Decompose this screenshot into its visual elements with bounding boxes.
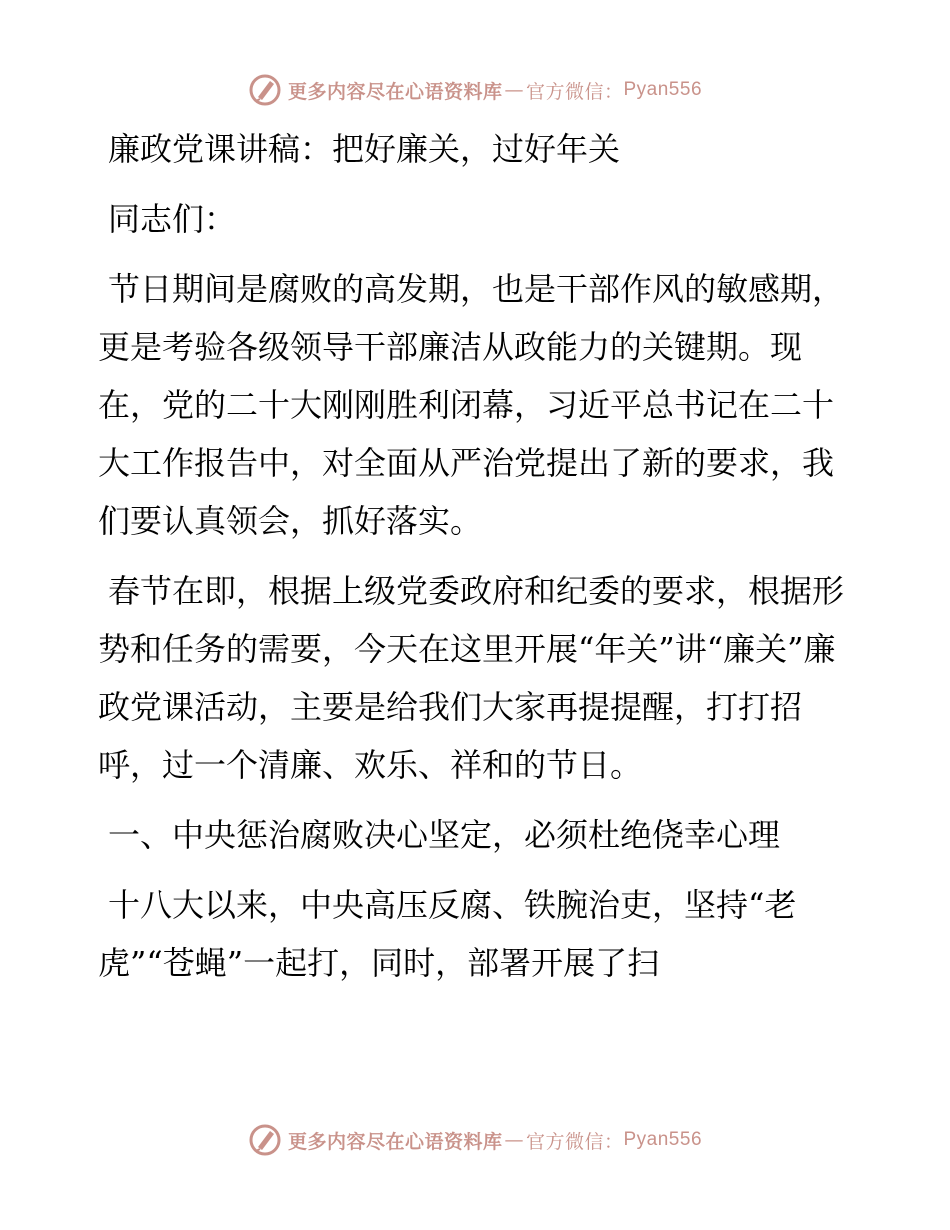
watermark-brand: 更多内容尽在心语资料库 bbox=[287, 80, 503, 103]
watermark-wechat-id: Pyan556 bbox=[623, 79, 703, 100]
pen-logo-icon bbox=[248, 73, 282, 107]
watermark-wechat-label: 官方微信： bbox=[525, 80, 624, 103]
watermark-wechat-label: 官方微信： bbox=[525, 1130, 624, 1153]
document-title: 廉政党课讲稿：把好廉关，过好年关 bbox=[108, 130, 621, 168]
footer-watermark bbox=[0, 1120, 950, 1160]
document-body bbox=[98, 120, 850, 992]
paragraph-1: 节日期间是腐败的高发期，也是干部作风的敏感期，更是考验各级领导干部廉洁从政能力的关键期。现在，党的二十大刚刚胜利闭幕，习近平总书记在二十大工作报告中，对全面从严治党提出了新的要求，我们要认真领会，抓好落实。 bbox=[98, 270, 845, 540]
header-watermark bbox=[0, 70, 950, 110]
pen-logo-icon bbox=[248, 1123, 282, 1157]
paragraph-3: 十八大以来，中央高压反腐、铁腕治吏，坚持“老虎”“苍蝇”一起打，同时，部署开展了扫 bbox=[98, 886, 797, 982]
watermark-wechat-id: Pyan556 bbox=[623, 1129, 703, 1150]
salutation: 同志们： bbox=[108, 200, 237, 238]
watermark-dash: — bbox=[504, 1129, 524, 1151]
watermark-brand: 更多内容尽在心语资料库 bbox=[287, 1130, 503, 1153]
section-heading-1: 一、中央惩治腐败决心坚定，必须杜绝侥幸心理 bbox=[108, 816, 781, 854]
paragraph-2: 春节在即，根据上级党委政府和纪委的要求，根据形势和任务的需要，今天在这里开展“年关”讲“廉关”廉政党课活动，主要是给我们大家再提提醒，打打招呼，过一个清廉、欢乐、祥和的节日。 bbox=[98, 572, 845, 784]
watermark-dash: — bbox=[504, 79, 524, 101]
